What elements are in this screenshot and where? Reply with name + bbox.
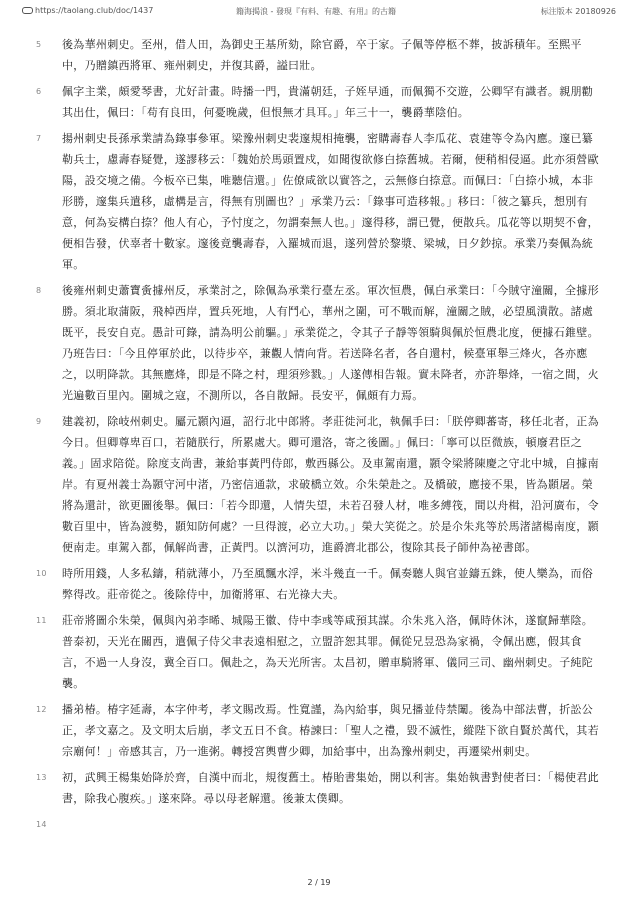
paragraph <box>36 767 602 809</box>
paragraph-number: 10 <box>36 569 47 578</box>
document-body <box>36 34 602 862</box>
paragraph-number: 13 <box>36 773 47 782</box>
page-number: 2 / 19 <box>307 878 331 887</box>
paragraph-number: 12 <box>36 705 47 714</box>
paragraph-number: 8 <box>36 286 42 295</box>
paragraph <box>36 563 602 605</box>
paragraph-text: 播弟椿。椿字延壽，本字仲考，孝文賜改焉。性寬謹，為內給事，與兄播並侍禁闈。後為中部法曹，折訟公正，孝文嘉之。及文明太后崩，孝文五日不食。椿諫曰：「聖人之禮，毀不滅性，縱陛下欲自賢於萬代，其若宗廟何！」帝感其言，乃一進粥。轉授宮輿曹少卿，加給事中，出為豫州刺史，再遷梁州刺史。 <box>62 703 599 758</box>
version-label: 标注版本 20180926 <box>540 7 616 16</box>
paragraph <box>36 34 602 76</box>
paragraph <box>36 81 602 123</box>
paragraph-number: 7 <box>36 134 42 143</box>
paragraph-number: 5 <box>36 40 42 49</box>
page-header <box>0 0 638 22</box>
paragraph <box>36 699 602 762</box>
source-url[interactable] <box>22 6 153 15</box>
source-url-text[interactable]: https://taolang.club/doc/1437 <box>35 6 154 15</box>
paragraph-text: 揚州刺史長孫承業請為錄事參軍。梁豫州刺史裴邃規相掩襲，密購壽春人李瓜花、袁建等令為內應。邃已纂勒兵士，慮壽春疑覺，遂謬移云：「魏始於馬頭置戍，如聞復欲修白捺舊城。若爾，便稍相侵逼。此亦須營歐陽，設交境之備。今板卒已集，唯聽信還。」佐僚咸欲以實答之，云無修白捺意。而佩曰：「白捺小城，本非形勝，邃集兵遣移，虛構是言，得無有別圖也？」承業乃云：「錄事可造移報。」移曰：「彼之纂兵，想別有意，何為妄構白捺？他人有心，予忖度之，勿謂秦無人也。」邃得移，謂已覺，便散兵。瓜花等以期契不會，便相告發，伏辜者十數家。邃後竟襲壽春，入羅城而退，遂列營於黎漿、梁城，日夕鈔掠。承業乃奏佩為統軍。 <box>62 132 599 271</box>
paragraph-text: 時所用錢，人多私鑄，稍就薄小，乃至風飄水浮，米斗幾直一千。佩奏聽人與官並鑄五銖，使人樂為，而俗弊得改。莊帝從之。後除侍中，加衛將軍、右光祿大夫。 <box>62 567 594 601</box>
paragraph <box>36 280 602 406</box>
paragraph-number: 11 <box>36 616 47 625</box>
paragraph-text: 初，武興王楊集始降於齊，自漢中而北，規復舊土。椿貽書集始，開以利害。集始執書對使者曰：「楊使君此書，除我心腹疾。」遂來降。尋以母老解還。後兼太僕卿。 <box>62 771 599 805</box>
paragraph-text: 後為華州刺史。至州，借人田，為御史王基所劾，除官爵，卒于家。子佩等停柩不葬，披訴積年。至熙平中，乃贈鎮西將軍、雍州刺史，并復其爵，謚曰壯。 <box>62 38 582 72</box>
paragraph <box>36 128 602 275</box>
paragraph-text: 莊帝將圖尒朱榮，佩與內弟李晞、城陽王徽、侍中李彧等咸預其謀。尒朱兆入洛，佩時休沐，遂竄歸華陰。普泰初，天光在關西，遣佩子侍父聿表遠相慰之，立盟許恕其罪。佩從兄昱恐為家禍，令佩出應，假其食言，不過一人身沒，冀全百口。佩赴之，為天光所害。太昌初，贈車騎將軍、儀同三司、幽州刺史。子純陀襲。 <box>62 614 594 690</box>
paragraph-number: 14 <box>36 820 47 829</box>
site-title: 籍海揭浪 - 發現『有料、有趣、有用』的古籍 <box>236 7 396 16</box>
paragraph-text: 建義初，除岐州刺史。屬元顥內逼，詔行北中郎將。孝莊徙河北，執佩手曰：「朕停卿蕃寄，移任北者，正為今日。但卿尊卑百口，若隨朕行，所累處大。卿可還洛，寄之後圖。」佩曰：「寧可以臣微族，頓廢君臣之義。」固求陪從。除度支尚書，兼給事黃門侍郎，敷西縣公。及車駕南還，顥令梁將陳慶之守北中城，自據南岸。有夏州義士為顥守河中渚，乃密信通款，求破橋立效。尒朱榮赴之。及橋破，應接不果，皆為顥屠。榮將為還計，欲更圖後舉。佩曰：「若今即還，人情失望，未若召發人材，唯多縛筏，間以舟楫，沿河廣布，令數百里中，皆為渡勢，顥知防何處？一旦得渡，必立大功。」榮大笑從之。於是尒朱兆等於馬渚諸楊南度，顥便南走。車駕入都，佩解尚書，正黃門。以濟河功，進爵濟北郡公，復除其長子師仲為祕書郎。 <box>62 415 599 554</box>
paragraph-number: 6 <box>36 87 42 96</box>
paragraph-text: 後雍州刺史蕭寶夤據州反，承業討之，除佩為承業行臺左丞。軍次恒農，佩白承業曰：「今賊守潼關，全據形勝。須北取蒲阪，飛棹西岸，置兵死地，人有鬥心，華州之圍，可不戰而解，潼關之賊，必望風潰散。諸處既平，長安自克。愚計可錄，請為明公前驅。」承業從之，令其子子靜等領騎與佩於恒農北度，便據石錐壁。乃班告曰：「今且停軍於此，以待步卒，兼觀人情向背。若送降名者，各自還村，候臺軍舉三烽火，各亦應之，以明降款。其無應烽，即是不降之村，理須殄戮。」人遂傳相告報。實未降者，亦許舉烽，一宿之間，火光遍數百里內。圍城之寇，不測所以，各自散歸。長安平，佩頗有力焉。 <box>62 284 599 402</box>
paragraph <box>36 411 602 558</box>
paragraph-number: 9 <box>36 417 42 426</box>
paragraph <box>36 610 602 694</box>
paragraph-text: 佩字主業，頗愛琴書，尤好計畫。時播一門，貴滿朝廷，子姪早通，而佩獨不交遊，公卿罕有識者。親朋勸其出仕，佩曰：「苟有良田，何憂晚歲，但恨無才具耳。」年三十一，襲爵華陰伯。 <box>62 85 594 119</box>
link-icon <box>22 7 33 14</box>
